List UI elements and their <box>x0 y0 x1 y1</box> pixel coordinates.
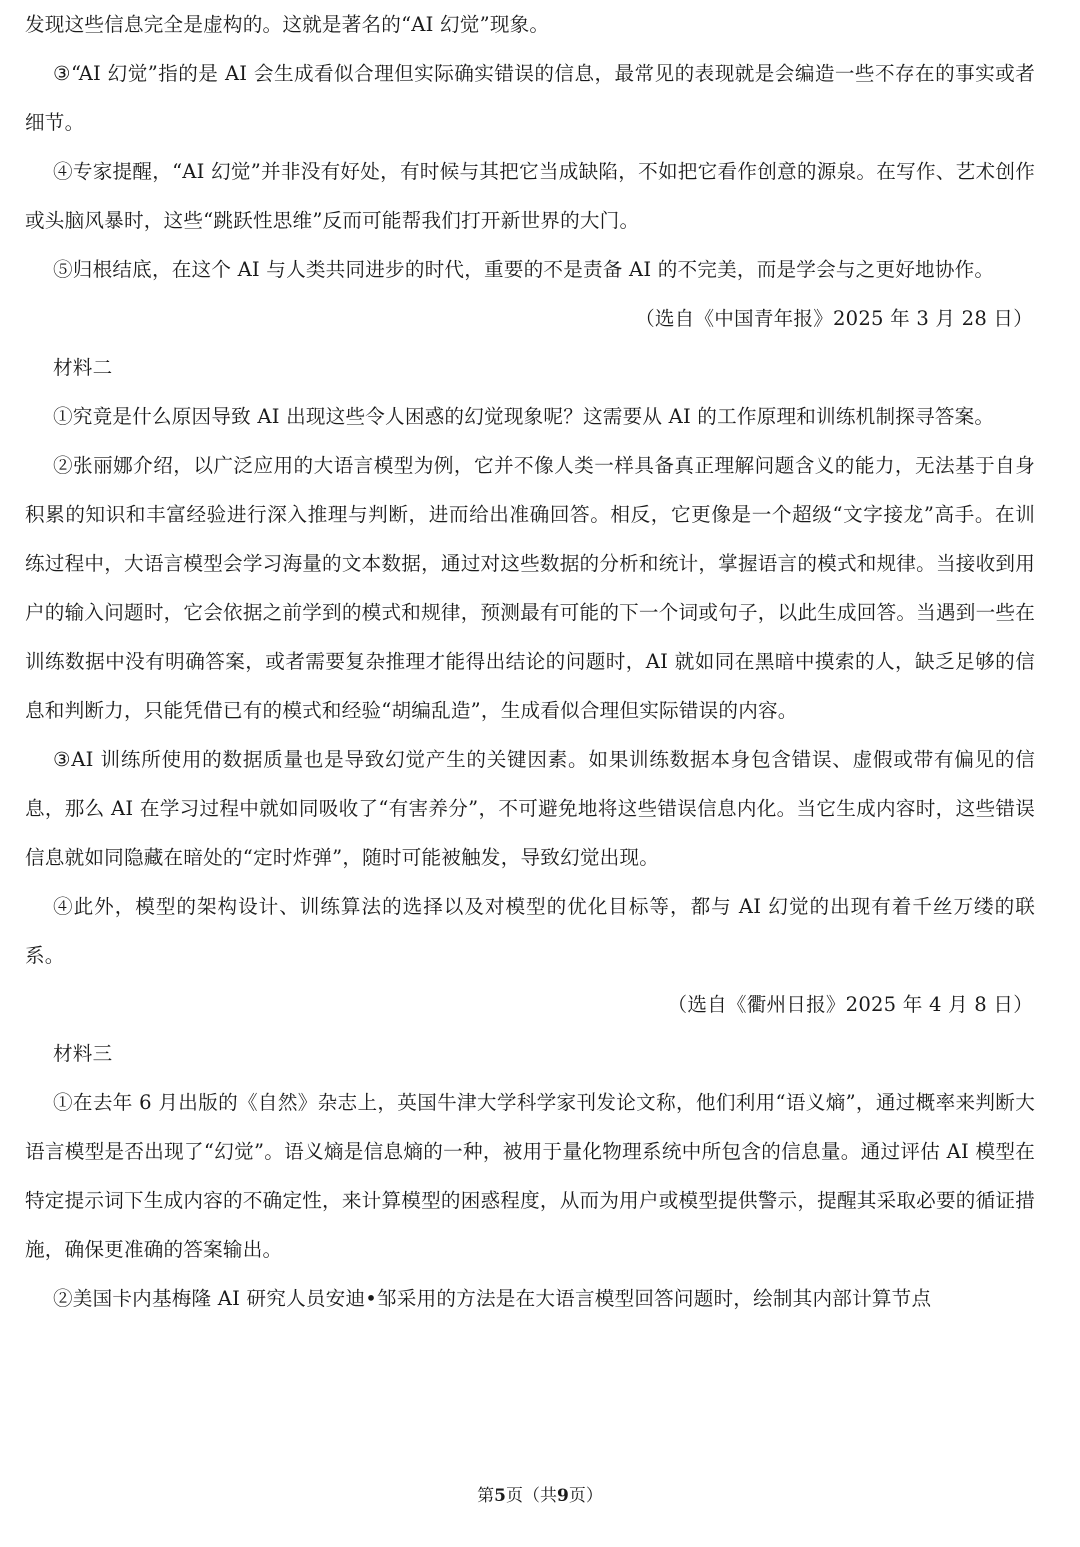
document-page <box>25 0 1035 1547</box>
paragraph-3: ③“AI 幻觉”指的是 AI 会生成看似合理但实际确实错误的信息，最常见的表现就是会编造一些不存在的事实或者细节。 <box>25 62 1035 134</box>
material-3-paragraph-1: ①在去年 6 月出版的《自然》杂志上，英国牛津大学科学家刊发论文称，他们利用“语义熵”，通过概率来判断大语言模型是否出现了“幻觉”。语义熵是信息熵的一种，被用于量化物理系统中所包含的信息量。通过评估 AI 模型在特定提示词下生成内容的不确定性，来计算模型的困惑程度，从而为用户或模型提供警示，提醒其采取必要的循证措施，确保更准确的答案输出。 <box>25 1091 1035 1261</box>
material-2-paragraph-2: ②张丽娜介绍，以广泛应用的大语言模型为例，它并不像人类一样具备真正理解问题含义的能力，无法基于自身积累的知识和丰富经验进行深入推理与判断，进而给出准确回答。相反，它更像是一个超级“文字接龙”高手。在训练过程中，大语言模型会学习海量的文本数据，通过对这些数据的分析和统计，掌握语言的模式和规律。当接收到用户的输入问题时，它会依据之前学到的模式和规律，预测最有可能的下一个词或句子，以此生成回答。当遇到一些在训练数据中没有明确答案，或者需要复杂推理才能得出结论的问题时，AI 就如同在黑暗中摸索的人，缺乏足够的信息和判断力，只能凭借已有的模式和经验“胡编乱造”，生成看似合理但实际错误的内容。 <box>25 454 1035 722</box>
material-3-paragraph-2: ②美国卡内基梅隆 AI 研究人员安迪•邹采用的方法是在大语言模型回答问题时，绘制其内部计算节点 <box>53 1287 932 1310</box>
article-body <box>25 0 1035 1323</box>
material-2-paragraph-1: ①究竟是什么原因导致 AI 出现这些令人困惑的幻觉现象呢？这需要从 AI 的工作原理和训练机制探寻答案。 <box>53 405 995 428</box>
section-heading-material-3: 材料三 <box>53 1042 113 1065</box>
page-footer <box>0 1484 1080 1508</box>
footer-total-pages: 9 <box>557 1486 569 1506</box>
material-2-paragraph-3: ③AI 训练所使用的数据质量也是导致幻觉产生的关键因素。如果训练数据本身包含错误、虚假或带有偏见的信息，那么 AI 在学习过程中就如同吸收了“有害养分”，不可避免地将这些错误信息内化。当它生成内容时，这些错误信息就如同隐藏在暗处的“定时炸弹”，随时可能被触发，导致幻觉出现。 <box>25 748 1035 869</box>
paragraph-5: ⑤归根结底，在这个 AI 与人类共同进步的时代，重要的不是责备 AI 的不完美，而是学会与之更好地协作。 <box>53 258 995 281</box>
section-heading-material-2: 材料二 <box>53 356 113 379</box>
paragraph-continued: 发现这些信息完全是虚构的。这就是著名的“AI 幻觉”现象。 <box>25 13 550 36</box>
source-citation-2: （选自《衢州日报》2025 年 4 月 8 日） <box>667 993 1033 1016</box>
footer-suffix: 页） <box>568 1486 603 1506</box>
footer-prefix: 第 <box>477 1486 495 1506</box>
source-citation-1: （选自《中国青年报》2025 年 3 月 28 日） <box>635 307 1033 330</box>
paragraph-4: ④专家提醒，“AI 幻觉”并非没有好处，有时候与其把它当成缺陷，不如把它看作创意的源泉。在写作、艺术创作或头脑风暴时，这些“跳跃性思维”反而可能帮我们打开新世界的大门。 <box>25 160 1035 232</box>
footer-page-number: 5 <box>494 1486 506 1506</box>
material-2-paragraph-4: ④此外，模型的架构设计、训练算法的选择以及对模型的优化目标等，都与 AI 幻觉的出现有着千丝万缕的联系。 <box>25 895 1035 967</box>
footer-middle: 页（共 <box>506 1486 557 1506</box>
